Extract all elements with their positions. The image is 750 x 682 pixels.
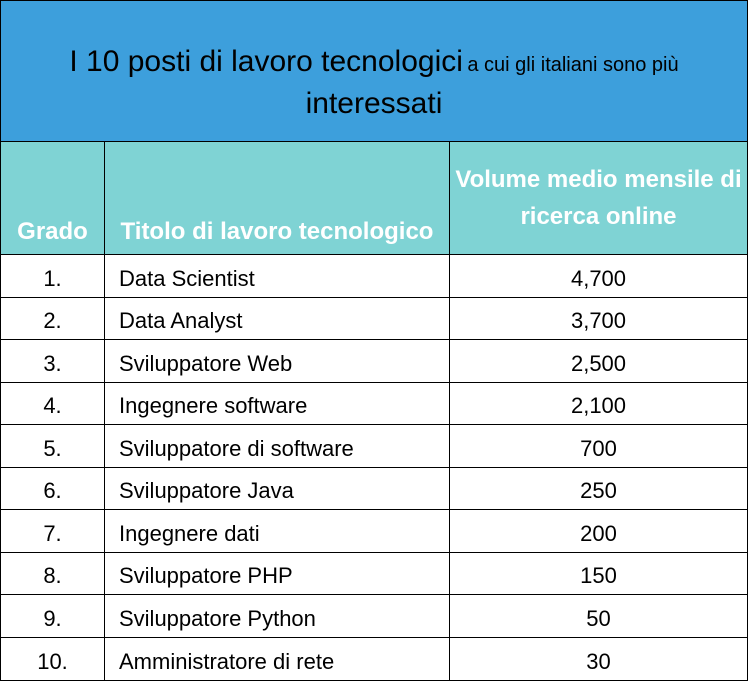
rank-cell: 7. [1,510,105,552]
job-cell: Sviluppatore Python [105,595,450,637]
title-line-2: interessati [305,86,443,120]
volume-cell: 200 [580,520,617,546]
job-cell: Amministratore di rete [105,638,450,681]
table-row [1,383,747,426]
job-cell: Data Scientist [105,255,450,297]
title-line-1 [69,44,678,85]
volume-cell: 700 [580,435,617,461]
rank-cell: 1. [1,255,105,297]
job-cell: Sviluppatore Web [105,340,450,382]
rank-cell: 10. [1,638,105,681]
volume-cell: 2,100 [570,393,627,419]
table-row [1,425,747,468]
title-sub: a cui gli italiani sono più [467,53,679,76]
header-job-title: Titolo di lavoro tecnologico [105,142,450,254]
table-row [1,468,747,511]
volume-cell: 4,700 [570,265,627,291]
title-main: I 10 posti di lavoro tecnologici [69,44,463,78]
volume-cell: 250 [580,478,617,504]
table-row [1,553,747,596]
rank-cell: 4. [1,383,105,425]
table-row [1,595,747,638]
volume-cell: 2,500 [570,350,627,376]
volume-cell: 3,700 [570,308,627,334]
rank-cell: 2. [1,298,105,340]
table-row [1,255,747,298]
volume-cell: 30 [586,648,611,674]
rank-cell: 5. [1,425,105,467]
table-row [1,340,747,383]
job-cell: Sviluppatore di software [105,425,450,467]
rank-cell: 8. [1,553,105,595]
job-cell: Ingegnere dati [105,510,450,552]
table-title [1,1,747,142]
job-cell: Sviluppatore PHP [105,553,450,595]
header-rank: Grado [1,142,105,254]
table-row [1,638,747,681]
job-cell: Ingegnere software [105,383,450,425]
volume-cell: 50 [586,605,611,631]
rank-cell: 9. [1,595,105,637]
rank-cell: 6. [1,468,105,510]
volume-cell: 150 [580,563,617,589]
header-volume: Volume medio mensile di ricerca online [455,166,742,230]
table-row [1,298,747,341]
table-body [1,255,747,680]
header-row [1,142,747,255]
job-cell: Sviluppatore Java [105,468,450,510]
rank-cell: 3. [1,340,105,382]
job-cell: Data Analyst [105,298,450,340]
table-row [1,510,747,553]
